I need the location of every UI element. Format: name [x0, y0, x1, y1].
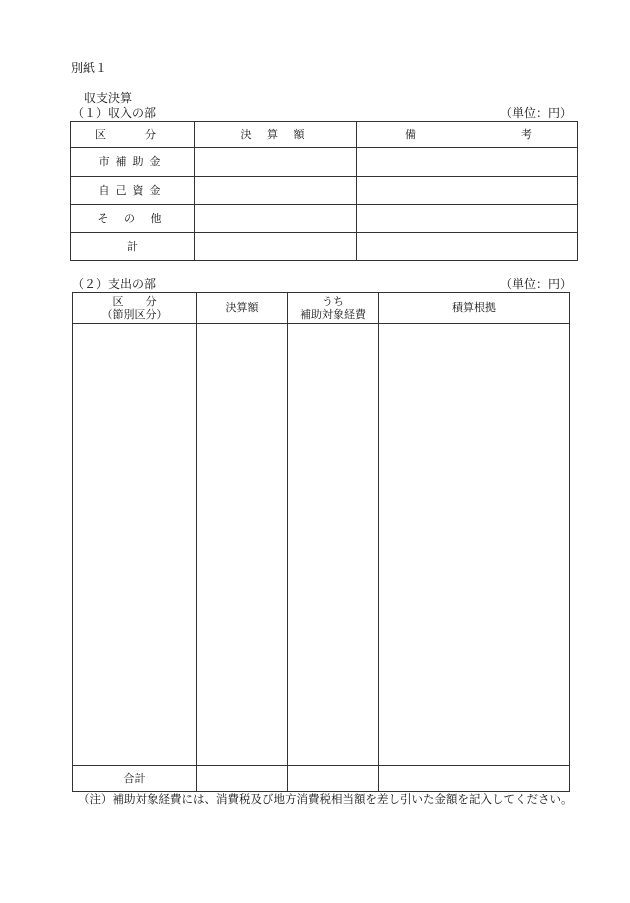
- table-row: [71, 177, 578, 205]
- expense-total-label: 合計: [73, 766, 197, 792]
- expense-table: [72, 292, 570, 792]
- income-row-remarks[interactable]: [357, 177, 578, 205]
- income-row-amount[interactable]: [195, 177, 357, 205]
- table-row: [71, 148, 578, 177]
- income-row-amount[interactable]: [195, 233, 357, 261]
- expense-section-title: （２）支出の部: [72, 277, 157, 291]
- income-row-remarks[interactable]: [357, 205, 578, 233]
- income-row-category: そ の 他: [71, 205, 195, 233]
- income-header-remarks-2: 考: [521, 128, 532, 141]
- expense-header-category-line2: （節別区分）: [101, 308, 168, 321]
- income-unit: （単位：円）: [500, 106, 573, 120]
- expense-body-amount[interactable]: [197, 324, 288, 766]
- expense-header-category-line1: 区 分: [112, 294, 157, 308]
- income-header-remarks: [357, 122, 578, 148]
- expense-total-subsidy[interactable]: [288, 766, 379, 792]
- expense-unit: （単位：円）: [500, 277, 573, 291]
- income-row-amount[interactable]: [195, 148, 357, 177]
- income-table: [70, 121, 578, 261]
- income-row-category: 自己資金: [71, 177, 195, 205]
- document-title: 収支決算: [84, 91, 133, 105]
- expense-total-row: [73, 766, 570, 792]
- table-row: [71, 205, 578, 233]
- income-row-category: 計: [71, 233, 195, 261]
- expense-body-basis[interactable]: [379, 324, 570, 766]
- expense-header-category: [73, 293, 197, 324]
- income-row-category: 市補助金: [71, 148, 195, 177]
- income-row-amount[interactable]: [195, 205, 357, 233]
- expense-header-subsidy-line1: うち: [322, 294, 344, 308]
- expense-total-amount[interactable]: [197, 766, 288, 792]
- income-row-remarks[interactable]: [357, 148, 578, 177]
- income-section-title: （１）収入の部: [72, 106, 157, 120]
- expense-body-subsidy[interactable]: [288, 324, 379, 766]
- expense-header-subsidy-line2: 補助対象経費: [300, 308, 366, 321]
- income-header-category: 区 分: [71, 122, 195, 148]
- footnote: （注）補助対象経費には、消費税及び地方消費税相当額を差し引いた金額を記入してください。: [78, 792, 573, 806]
- attachment-label: 別紙１: [71, 61, 108, 75]
- expense-header-subsidy: [288, 293, 379, 324]
- table-row: [71, 233, 578, 261]
- expense-total-basis[interactable]: [379, 766, 570, 792]
- table-row: [73, 324, 570, 766]
- expense-body-category[interactable]: [73, 324, 197, 766]
- expense-header-amount: 決算額: [197, 293, 288, 324]
- income-row-remarks[interactable]: [357, 233, 578, 261]
- expense-header-row: [73, 293, 570, 324]
- income-header-amount: 決 算 額: [195, 122, 357, 148]
- income-header-row: [71, 122, 578, 148]
- income-header-remarks-1: 備: [405, 128, 416, 141]
- expense-header-basis: 積算根拠: [379, 293, 570, 324]
